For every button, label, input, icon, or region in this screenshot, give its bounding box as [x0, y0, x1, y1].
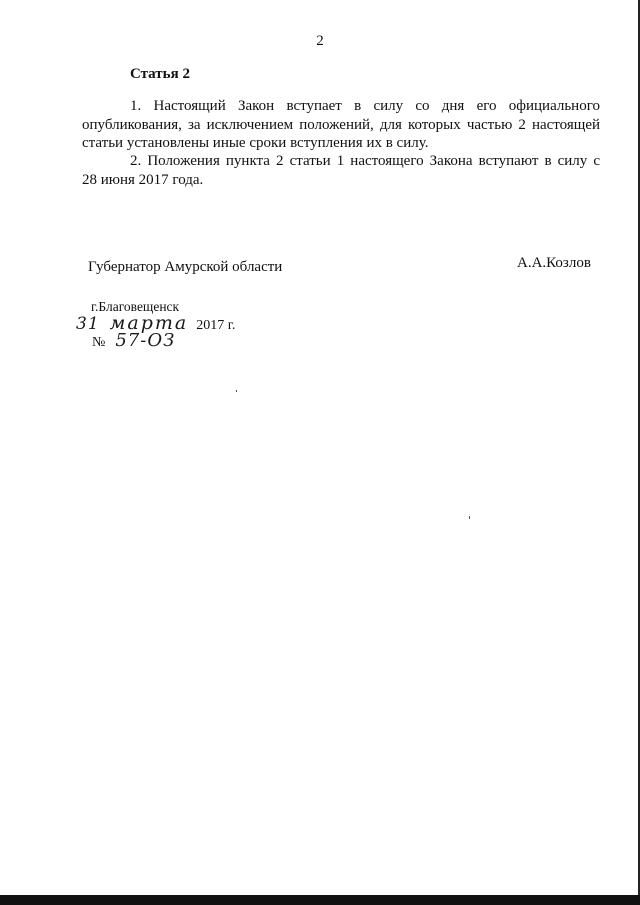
scan-speck	[236, 390, 237, 392]
paragraph-line: 2. Положения пункта 2 статьи 1 настоящего Закона вступают в силу с	[130, 153, 600, 169]
handwritten-month: марта	[109, 312, 189, 334]
scan-bottom-border	[0, 895, 640, 905]
paragraph-line: 1. Настоящий Закон вступает в силу со дня его официального	[130, 98, 600, 114]
number-sign: №	[92, 335, 106, 350]
law-number	[92, 330, 175, 351]
paragraph-line: опубликования, за исключением положений, для которых частью 2 настоящей	[82, 116, 600, 133]
article-paragraph-1	[82, 97, 600, 153]
place-of-issue: г.Благовещенск	[91, 299, 180, 314]
article-title: Статья 2	[130, 66, 190, 82]
article-paragraph-2	[82, 152, 600, 189]
paragraph-line: статьи установлены иные сроки вступления их в силу.	[82, 135, 429, 151]
scan-speck	[469, 516, 470, 519]
handwritten-day: 31	[76, 314, 100, 334]
issue-year: 2017 г.	[196, 318, 236, 333]
signer-name: А.А.Козлов	[517, 255, 591, 271]
signer-position: Губернатор Амурской области	[88, 259, 283, 275]
page-number: 2	[316, 33, 324, 49]
paragraph-line: 28 июня 2017 года.	[82, 171, 204, 188]
handwritten-number: 57-ОЗ	[115, 330, 176, 351]
